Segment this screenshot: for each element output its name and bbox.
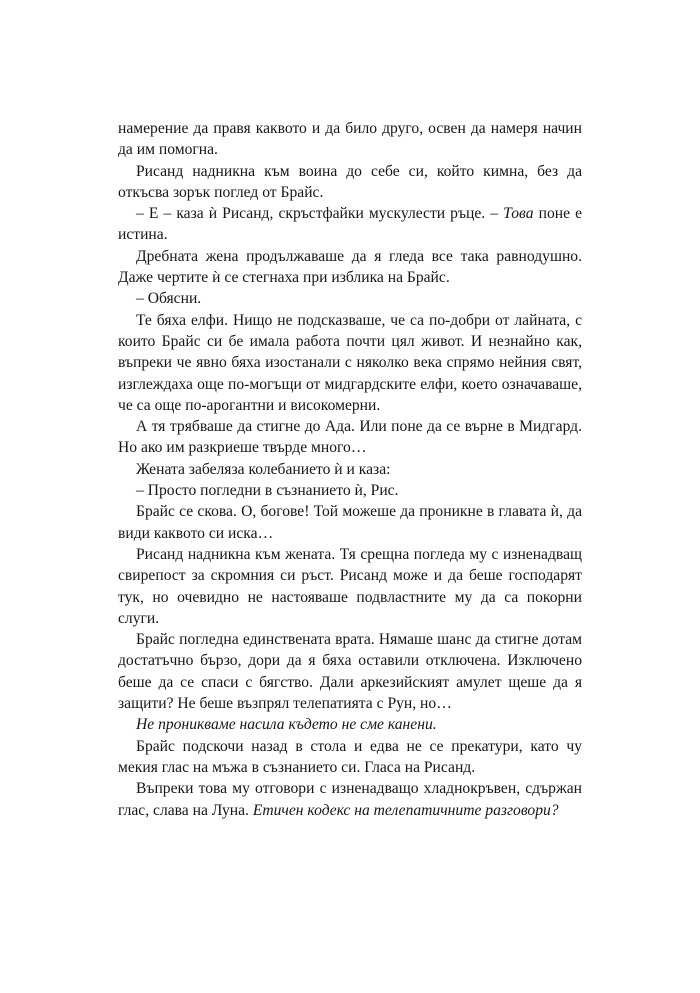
paragraph: Рисанд надникна към воина до себе си, който кимна, без да откъсва зорък поглед от Брайс.	[118, 162, 582, 201]
paragraph: намерение да правя каквото и да било друго, освен да намеря начин да им помогна.	[118, 120, 582, 159]
italic-text: Не проникваме насила където не сме канени.	[136, 716, 437, 734]
paragraph-italic	[118, 714, 582, 735]
paragraph: Дребната жена продължаваше да я гледа все така равнодушно. Даже чертите ѝ се стегнаха при изблика на Брайс.	[118, 247, 582, 287]
italic-text: Етичен кодекс на телепатичните разговори?	[252, 801, 559, 819]
paragraph-text: – Е – каза ѝ Рисанд, скръстфайки мускулести ръце. –	[136, 205, 504, 223]
paragraph: Брайс погледна единствената врата. Нямаше шанс да стигне дотам достатъчно бързо, дори да я бяха оставили отключена. Изключено беше да се спаси с бягство. Дали аркезийският амулет щеше да я защити? Не беше възпрял телепатията с Рун, но…	[118, 631, 582, 713]
paragraph: Те бяха елфи. Нищо не подсказваше, че са по-добри от лайната, с които Брайс си бе имала работа почти цял живот. И незнайно как, въпреки че явно бяха изостанали с няколко века спрямо нейния свят, изглеждаха още по-могъщи от мидгардските елфи, което означаваше, че са още по-арогантни и високомерни.	[118, 311, 582, 414]
paragraph: – Просто погледни в съзнанието ѝ, Рис.	[136, 482, 399, 500]
paragraph: Брайс се скова. О, богове! Той можеше да проникне в главата ѝ, да види каквото си иска…	[118, 503, 582, 542]
paragraph: А тя трябваше да стигне до Ада. Или поне да се върне в Мидгард. Но ако им разкриеше твърде много…	[118, 418, 582, 457]
paragraph: Рисанд надникна към жената. Тя срещна погледа му с изненадващ свирепост за скромния си ръст. Рисанд може и да беше господарят тук, но очевидно не настояваше подвластните му да са покорни слуги.	[118, 545, 582, 627]
paragraph: Жената забеляза колебанието ѝ и каза:	[136, 460, 391, 478]
paragraph	[118, 203, 582, 246]
paragraph-text: поне е истина.	[118, 205, 582, 244]
paragraph: – Обясни.	[136, 290, 202, 308]
page-body	[118, 118, 582, 821]
italic-text: Това	[503, 205, 534, 223]
paragraph	[118, 778, 582, 821]
paragraph-text: Въпреки това му отговори с изненадващо хладнокръвен, сдържан глас, слава на Луна.	[118, 780, 582, 819]
paragraph: Брайс подскочи назад в стола и едва не се прекатури, като чу мекия глас на мъжа в съзнанието си. Гласа на Рисанд.	[118, 737, 582, 776]
